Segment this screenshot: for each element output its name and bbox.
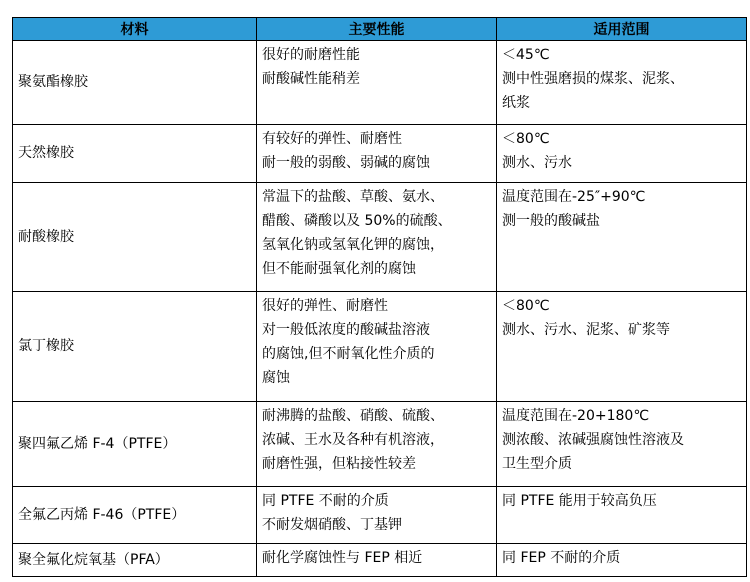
performance-cell [257,41,497,125]
material-cell: 天然橡胶 [13,125,257,183]
table-row [13,292,747,402]
performance-cell [257,544,497,577]
performance-line: 有较好的弹性、耐磨性 [262,131,402,147]
material-cell: 全氟乙丙烯 F-46（PTFE） [13,487,257,544]
performance-line: 很好的弹性、耐磨性 [262,298,388,314]
scope-line: ＜80℃ [502,131,550,147]
scope-cell [497,487,747,544]
material-cell: 氯丁橡胶 [13,292,257,402]
table-row [13,487,747,544]
performance-line: 耐化学腐蚀性与 FEP 相近 [262,550,423,566]
performance-line: 常温下的盐酸、草酸、氨水、 [262,189,444,205]
scope-line: 测中性强磨损的煤浆、泥浆、 [502,71,684,87]
material-cell: 聚四氟乙烯 F-4（PTFE） [13,402,257,487]
materials-table [12,17,747,577]
scope-line: 卫生型介质 [502,456,572,472]
performance-line: 腐蚀 [262,370,290,386]
scope-cell [497,125,747,183]
scope-line: 温度范围在-20+180℃ [502,408,650,424]
table-row [13,125,747,183]
performance-line: 不耐发烟硝酸、丁基钾 [262,517,402,533]
header-row [13,18,747,41]
performance-cell [257,402,497,487]
scope-line: ＜45℃ [502,47,550,63]
performance-cell [257,125,497,183]
header-performance: 主要性能 [257,18,497,41]
scope-cell [497,402,747,487]
table-row [13,183,747,292]
header-scope: 适用范围 [497,18,747,41]
material-cell: 聚氨酯橡胶 [13,41,257,125]
performance-line: 耐磨性强，但粘接性较差 [262,456,416,472]
performance-line: 醋酸、磷酸以及 50%的硫酸、 [262,213,452,229]
scope-line: 测一般的酸碱盐 [502,213,600,229]
performance-line: 但不能耐强氧化剂的腐蚀 [262,261,416,277]
table-row [13,402,747,487]
material-cell: 耐酸橡胶 [13,183,257,292]
performance-line: 耐一般的弱酸、弱碱的腐蚀 [262,155,430,171]
scope-line: 测水、污水 [502,155,572,171]
scope-line: 纸浆 [502,95,530,111]
performance-line: 浓碱、王水及各种有机溶液， [262,432,444,448]
performance-line: 很好的耐磨性能 [262,47,360,63]
scope-line: 同 FEP 不耐的介质 [502,550,621,566]
performance-line: 的腐蚀,但不耐氧化性介质的 [262,346,435,362]
header-material: 材料 [13,18,257,41]
scope-line: 测水、污水、泥浆、矿浆等 [502,322,670,338]
scope-cell [497,183,747,292]
performance-line: 耐酸碱性能稍差 [262,71,360,87]
scope-line: 同 PTFE 能用于较高负压 [502,493,657,509]
performance-cell [257,292,497,402]
table-row [13,41,747,125]
performance-line: 对一般低浓度的酸碱盐溶液 [262,322,430,338]
scope-line: ＜80℃ [502,298,550,314]
table-row [13,544,747,577]
performance-line: 同 PTFE 不耐的介质 [262,493,389,509]
material-cell: 聚全氟化烷氧基（PFA） [13,544,257,577]
performance-cell [257,183,497,292]
performance-line: 耐沸腾的盐酸、硝酸、硫酸、 [262,408,444,424]
scope-line: 测浓酸、浓碱强腐蚀性溶液及 [502,432,684,448]
scope-cell [497,41,747,125]
performance-line: 氢氧化钠或氢氧化钾的腐蚀， [262,237,444,253]
scope-line: 温度范围在-25″+90℃ [502,189,646,205]
scope-cell [497,544,747,577]
scope-cell [497,292,747,402]
performance-cell [257,487,497,544]
